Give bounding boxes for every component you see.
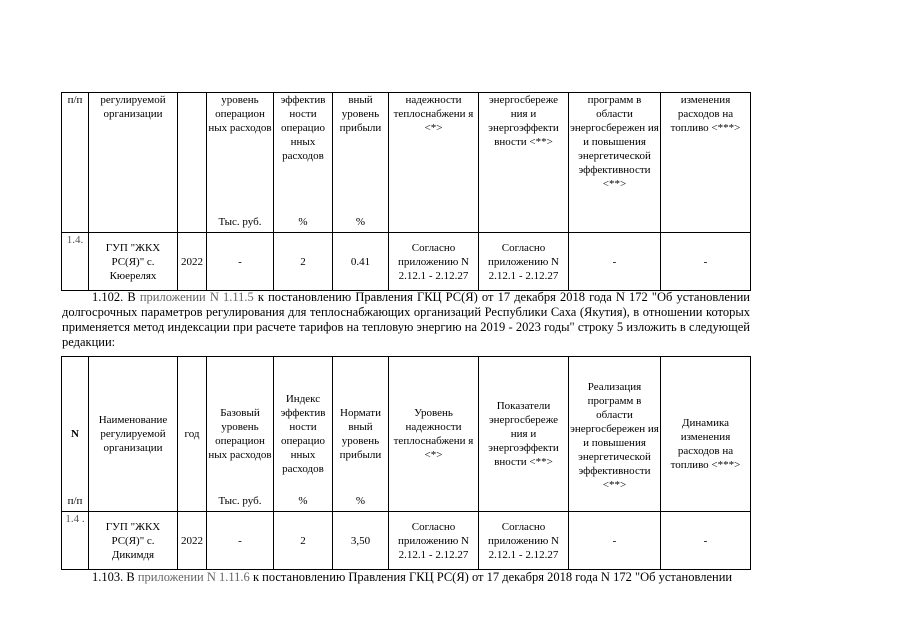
programs-cell: - bbox=[569, 512, 661, 570]
paragraph-text: к постановлению Правления ГКЦ РС(Я) от 17 декабря 2018 года N 172 "Об установлении bbox=[249, 570, 733, 584]
appendix-link[interactable]: приложении N 1.11.5 bbox=[139, 290, 254, 304]
table-row bbox=[62, 233, 751, 291]
energy-efficiency-cell: Согласно приложению N 2.12.1 - 2.12.27 bbox=[479, 233, 569, 291]
base-opex-cell: - bbox=[207, 233, 274, 291]
header-text: Индекс эффектив ности операцио нных расходов bbox=[280, 393, 326, 475]
table-header-row bbox=[62, 357, 751, 512]
row-number: 1.4. bbox=[62, 233, 89, 291]
header-text: N bbox=[71, 428, 79, 440]
header-unit: % bbox=[298, 216, 308, 228]
header-cell bbox=[333, 357, 389, 512]
programs-cell: - bbox=[569, 233, 661, 291]
header-text: изменения расходов на топливо <***> bbox=[670, 94, 741, 134]
efficiency-index-cell: 2 bbox=[274, 233, 333, 291]
header-cell bbox=[479, 357, 569, 512]
fuel-dynamics-cell: - bbox=[661, 512, 751, 570]
base-opex-cell: - bbox=[207, 512, 274, 570]
profit-level-cell: 0.41 bbox=[333, 233, 389, 291]
header-cell bbox=[89, 93, 178, 233]
header-cell bbox=[62, 93, 89, 233]
header-cell bbox=[89, 357, 178, 512]
table-header-row bbox=[62, 93, 751, 233]
header-cell bbox=[274, 93, 333, 233]
header-cell bbox=[178, 93, 207, 233]
header-text: программ в области энергосбережен ия и повышения энергетической эффективности <**> bbox=[570, 94, 659, 190]
reliability-cell: Согласно приложению N 2.12.1 - 2.12.27 bbox=[389, 233, 479, 291]
header-text: уровень операцион ных расходов bbox=[208, 94, 272, 134]
header-text: энергосбереже ния и энергоэффекти вности <**> bbox=[488, 94, 559, 148]
header-unit: Тыс. руб. bbox=[218, 495, 262, 507]
appendix-link[interactable]: приложении N 1.11.6 bbox=[137, 570, 250, 584]
header-cell bbox=[661, 357, 751, 512]
header-cell bbox=[389, 357, 479, 512]
paragraph-text: к постановлению Правления ГКЦ РС(Я) от 17 декабря 2018 года N 172 "Об установлении долгосрочных параметров регулирования для теплоснабжающих организаций Республики Саха (Якутия), в отношении которых применяется метод индексации при расчете тарифов на тепловую энергию на 2019 - 2023 годы" строку 5 изложить в следующей редакции: bbox=[62, 290, 750, 349]
header-cell bbox=[274, 357, 333, 512]
header-text: регулируемой организации bbox=[100, 94, 166, 120]
header-text: вный уровень прибыли bbox=[339, 94, 382, 134]
header-unit: % bbox=[355, 495, 366, 507]
header-text: Показатели энергосбереже ния и энергоэффекти вности <**> bbox=[488, 400, 559, 468]
header-cell bbox=[207, 357, 274, 512]
paragraph-prefix: 1.102. В bbox=[92, 290, 140, 304]
organization-name: ГУП "ЖКХ РС(Я)" с. Дикимдя bbox=[89, 512, 178, 570]
header-cell bbox=[479, 93, 569, 233]
header-text: Уровень надежности теплоснабжени я <*> bbox=[393, 407, 474, 461]
organization-name: ГУП "ЖКХ РС(Я)" с. Кюерелях bbox=[89, 233, 178, 291]
header-text: Реализация программ в области энергосбережен ия и повышения энергетической эффективности <**> bbox=[570, 381, 659, 491]
header-cell bbox=[661, 93, 751, 233]
paragraph-prefix: 1.103. В bbox=[92, 570, 138, 584]
header-unit: Тыс. руб. bbox=[218, 216, 262, 228]
efficiency-index-cell: 2 bbox=[274, 512, 333, 570]
paragraph-1-102 bbox=[62, 290, 750, 350]
header-text: Динамика изменения расходов на топливо <***> bbox=[670, 417, 741, 471]
header-unit: п/п bbox=[67, 94, 83, 106]
header-text: эффектив ности операцио нных расходов bbox=[280, 94, 326, 162]
year-cell: 2022 bbox=[178, 233, 207, 291]
header-cell bbox=[569, 93, 661, 233]
parameters-table-2 bbox=[61, 356, 751, 570]
table-row bbox=[62, 512, 751, 570]
header-text: год bbox=[184, 428, 200, 440]
energy-efficiency-cell: Согласно приложению N 2.12.1 - 2.12.27 bbox=[479, 512, 569, 570]
reliability-cell: Согласно приложению N 2.12.1 - 2.12.27 bbox=[389, 512, 479, 570]
header-cell bbox=[62, 357, 89, 512]
header-cell bbox=[207, 93, 274, 233]
paragraph-1-103 bbox=[62, 570, 750, 585]
header-cell bbox=[178, 357, 207, 512]
header-text: надежности теплоснабжени я <*> bbox=[393, 94, 474, 134]
parameters-table-1 bbox=[61, 92, 751, 291]
header-cell bbox=[569, 357, 661, 512]
fuel-dynamics-cell: - bbox=[661, 233, 751, 291]
header-unit: п/п bbox=[67, 495, 83, 507]
header-cell bbox=[389, 93, 479, 233]
header-text: Наименование регулируемой организации bbox=[98, 414, 168, 454]
year-cell: 2022 bbox=[178, 512, 207, 570]
header-text: Нормати вный уровень прибыли bbox=[339, 407, 382, 461]
header-cell bbox=[333, 93, 389, 233]
header-text: Базовый уровень операцион ных расходов bbox=[208, 407, 272, 461]
row-number: 1.4 . bbox=[62, 512, 89, 570]
profit-level-cell: 3,50 bbox=[333, 512, 389, 570]
header-unit: % bbox=[355, 216, 366, 228]
header-unit: % bbox=[298, 495, 308, 507]
